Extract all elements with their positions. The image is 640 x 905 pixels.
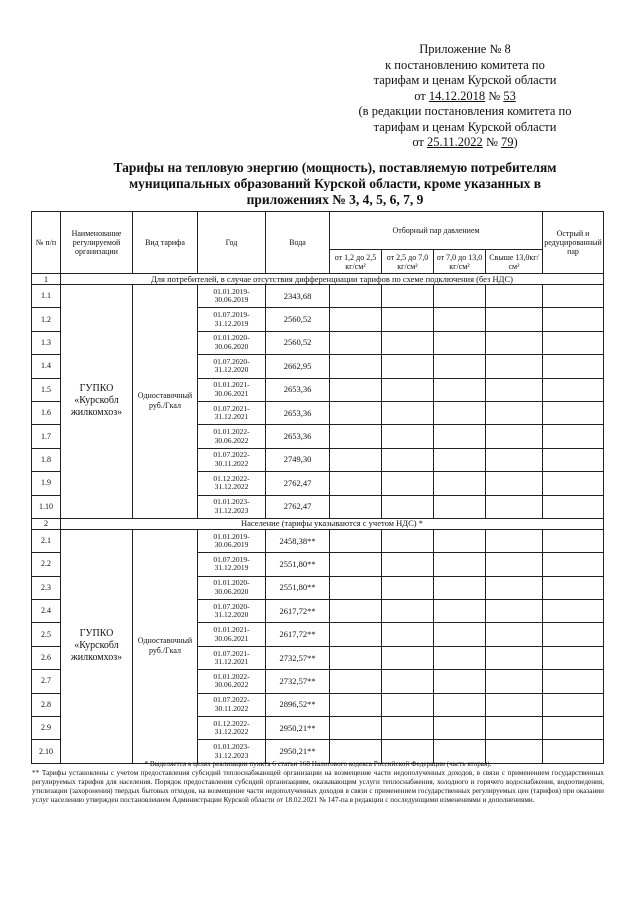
period: 01.07.2020-31.12.2020: [198, 600, 266, 623]
header-pressure-3: от 7,0 до 13,0 кг/см²: [434, 250, 486, 274]
empty-cell: [382, 495, 434, 518]
row-num: 2.9: [32, 717, 61, 740]
organization-name: ГУПКО «Курскобл жилкомхоз»: [61, 285, 133, 519]
appendix-date-line: от 14.12.2018 № 53: [414, 88, 516, 103]
empty-cell: [434, 600, 486, 623]
row-num: 2.4: [32, 600, 61, 623]
empty-cell: [382, 670, 434, 693]
empty-cell: [330, 576, 382, 599]
empty-cell: [330, 285, 382, 308]
water-tariff: 2551,80**: [266, 553, 330, 576]
water-tariff: 2653,36: [266, 378, 330, 401]
row-num: 2.10: [32, 740, 61, 763]
empty-cell: [486, 308, 543, 331]
empty-cell: [543, 576, 604, 599]
row-num: 1.6: [32, 401, 61, 424]
period: 01.07.2021-31.12.2021: [198, 401, 266, 424]
empty-cell: [543, 553, 604, 576]
row-num: 1.10: [32, 495, 61, 518]
empty-cell: [382, 576, 434, 599]
water-tariff: 2950,21**: [266, 740, 330, 763]
empty-cell: [434, 378, 486, 401]
empty-cell: [543, 600, 604, 623]
row-num: 1.8: [32, 448, 61, 471]
empty-cell: [330, 378, 382, 401]
empty-cell: [330, 308, 382, 331]
footnote-1: * Выделяется в целях реализации пункта 6 статьи 168 Налогового кодекса Российской Федерации (часть вторая).: [144, 760, 492, 768]
empty-cell: [543, 623, 604, 646]
resolution-date: 14.12.2018: [428, 88, 486, 103]
empty-cell: [382, 401, 434, 424]
empty-cell: [434, 355, 486, 378]
table-row: [32, 529, 604, 552]
header-pressure-1: от 1,2 до 2,5 кг/см²: [330, 250, 382, 274]
row-num: 2.2: [32, 553, 61, 576]
table-header-row: [32, 212, 604, 250]
empty-cell: [543, 529, 604, 552]
empty-cell: [330, 623, 382, 646]
row-num: 1.2: [32, 308, 61, 331]
revision-date-line: от 25.11.2022 № 79): [412, 135, 518, 149]
period: 01.12.2022-31.12.2022: [198, 717, 266, 740]
empty-cell: [543, 717, 604, 740]
row-num: 1.1: [32, 285, 61, 308]
tariff-type: Одноставочный руб./Гкал: [133, 529, 198, 763]
empty-cell: [382, 472, 434, 495]
empty-cell: [486, 623, 543, 646]
empty-cell: [486, 529, 543, 552]
empty-cell: [330, 425, 382, 448]
empty-cell: [434, 646, 486, 669]
empty-cell: [434, 425, 486, 448]
water-tariff: 2458,38**: [266, 529, 330, 552]
table-row: [32, 285, 604, 308]
period: 01.01.2020-30.06.2020: [198, 576, 266, 599]
footnotes: [32, 760, 604, 805]
header-pressure-4: Свыше 13,0кг/см²: [486, 250, 543, 274]
empty-cell: [330, 693, 382, 716]
period: 01.01.2019-30.06.2019: [198, 285, 266, 308]
water-tariff: 2762,47: [266, 495, 330, 518]
appendix-line: тарифам и ценам Курской области: [373, 73, 557, 87]
period: 01.07.2022-30.11.2022: [198, 693, 266, 716]
empty-cell: [543, 355, 604, 378]
appendix-number: Приложение № 8: [419, 42, 511, 56]
section-num: 2: [32, 518, 61, 529]
row-num: 2.8: [32, 693, 61, 716]
period: 01.07.2019-31.12.2019: [198, 553, 266, 576]
empty-cell: [330, 670, 382, 693]
period: 01.01.2020-30.06.2020: [198, 331, 266, 354]
empty-cell: [486, 472, 543, 495]
water-tariff: 2762,47: [266, 472, 330, 495]
empty-cell: [543, 308, 604, 331]
empty-cell: [486, 331, 543, 354]
empty-cell: [382, 646, 434, 669]
row-num: 2.3: [32, 576, 61, 599]
header-sharp-steam: Острый и редуцированный пар: [543, 212, 604, 274]
empty-cell: [330, 495, 382, 518]
empty-cell: [330, 529, 382, 552]
empty-cell: [486, 355, 543, 378]
empty-cell: [486, 600, 543, 623]
empty-cell: [486, 693, 543, 716]
empty-cell: [434, 472, 486, 495]
empty-cell: [434, 331, 486, 354]
water-tariff: 2560,52: [266, 331, 330, 354]
empty-cell: [486, 378, 543, 401]
empty-cell: [486, 425, 543, 448]
water-tariff: 2950,21**: [266, 717, 330, 740]
empty-cell: [330, 355, 382, 378]
period: 01.07.2019-31.12.2019: [198, 308, 266, 331]
water-tariff: 2560,52: [266, 308, 330, 331]
section-row: [32, 518, 604, 529]
header-num: № п/п: [32, 212, 61, 274]
empty-cell: [486, 448, 543, 471]
empty-cell: [486, 553, 543, 576]
empty-cell: [382, 355, 434, 378]
period: 01.01.2022-30.06.2022: [198, 670, 266, 693]
empty-cell: [434, 693, 486, 716]
revision-line: (в редакции постановления комитета по: [358, 104, 572, 118]
row-num: 1.9: [32, 472, 61, 495]
period: 01.07.2022-30.11.2022: [198, 448, 266, 471]
water-tariff: 2749,30: [266, 448, 330, 471]
empty-cell: [382, 448, 434, 471]
empty-cell: [382, 553, 434, 576]
water-tariff: 2653,36: [266, 425, 330, 448]
header-pressure-2: от 2,5 до 7,0 кг/см²: [382, 250, 434, 274]
empty-cell: [543, 425, 604, 448]
empty-cell: [434, 623, 486, 646]
tariff-table: [31, 211, 604, 764]
water-tariff: 2551,80**: [266, 576, 330, 599]
empty-cell: [434, 495, 486, 518]
empty-cell: [543, 378, 604, 401]
period: 01.01.2022-30.06.2022: [198, 425, 266, 448]
empty-cell: [434, 308, 486, 331]
water-tariff: 2732,57**: [266, 670, 330, 693]
empty-cell: [543, 646, 604, 669]
empty-cell: [434, 529, 486, 552]
empty-cell: [382, 378, 434, 401]
water-tariff: 2896,52**: [266, 693, 330, 716]
header-steam: Отборный пар давлением: [330, 212, 543, 250]
empty-cell: [486, 646, 543, 669]
empty-cell: [486, 670, 543, 693]
empty-cell: [543, 495, 604, 518]
section-num: 1: [32, 274, 61, 285]
empty-cell: [543, 472, 604, 495]
empty-cell: [382, 623, 434, 646]
empty-cell: [382, 529, 434, 552]
period: 01.07.2020-31.12.2020: [198, 355, 266, 378]
empty-cell: [434, 448, 486, 471]
row-num: 1.4: [32, 355, 61, 378]
empty-cell: [434, 401, 486, 424]
empty-cell: [330, 553, 382, 576]
empty-cell: [330, 600, 382, 623]
header-type: Вид тарифа: [133, 212, 198, 274]
row-num: 1.7: [32, 425, 61, 448]
empty-cell: [486, 285, 543, 308]
period: 01.01.2023-31.12.2023: [198, 495, 266, 518]
empty-cell: [543, 331, 604, 354]
resolution-number: 53: [503, 88, 516, 103]
water-tariff: 2653,36: [266, 401, 330, 424]
empty-cell: [543, 285, 604, 308]
revision-date: 25.11.2022: [427, 135, 483, 149]
empty-cell: [382, 308, 434, 331]
empty-cell: [330, 717, 382, 740]
empty-cell: [330, 448, 382, 471]
water-tariff: 2662,95: [266, 355, 330, 378]
water-tariff: 2732,57**: [266, 646, 330, 669]
empty-cell: [382, 425, 434, 448]
empty-cell: [330, 331, 382, 354]
organization-name: ГУПКО «Курскобл жилкомхоз»: [61, 529, 133, 763]
revision-number: 79: [501, 135, 514, 149]
empty-cell: [330, 401, 382, 424]
period: 01.07.2021-31.12.2021: [198, 646, 266, 669]
document-title: Тарифы на тепловую энергию (мощность), поставляемую потребителям муниципальных образований Курской области, кроме указанных в приложениях № 3, 4, 5, 6, 7, 9: [113, 160, 557, 207]
section-title: Для потребителей, в случае отсутствия дифференциации тарифов по схеме подключения (без НДС): [61, 274, 604, 285]
empty-cell: [434, 576, 486, 599]
water-tariff: 2617,72**: [266, 623, 330, 646]
empty-cell: [382, 331, 434, 354]
empty-cell: [486, 576, 543, 599]
appendix-line: к постановлению комитета по: [385, 57, 545, 72]
water-tariff: 2343,68: [266, 285, 330, 308]
row-num: 2.7: [32, 670, 61, 693]
empty-cell: [486, 401, 543, 424]
row-num: 2.5: [32, 623, 61, 646]
period: 01.12.2022-31.12.2022: [198, 472, 266, 495]
empty-cell: [382, 600, 434, 623]
row-num: 1.3: [32, 331, 61, 354]
empty-cell: [486, 495, 543, 518]
period: 01.01.2019-30.06.2019: [198, 529, 266, 552]
empty-cell: [330, 646, 382, 669]
empty-cell: [543, 401, 604, 424]
footnote-2: ** Тарифы установлены с учетом предоставления субсидий теплоснабжающей организации на возмещение части недополученных доходов, в связи с применением государственных регулируемых тарифов для населения. Порядок предоставления субсидий организациям, оказывающим услуги теплоснабжения, холодного и горячего водоснабжения, водоотведения, утилизации (захоронения) твердых бытовых отходов, на возмещение части недополученных доходов в связи с применением государственных регулируемых цен (тарифов) при оказании услуг населению утвержден постановлением Администрации Курской области от 18.02.2021 № 147-па в редакции с последующими изменениями и дополнениями.: [32, 769, 604, 804]
row-num: 1.5: [32, 378, 61, 401]
header-water: Вода: [266, 212, 330, 274]
empty-cell: [543, 670, 604, 693]
period: 01.01.2021-30.06.2021: [198, 623, 266, 646]
empty-cell: [382, 717, 434, 740]
empty-cell: [382, 693, 434, 716]
row-num: 2.1: [32, 529, 61, 552]
empty-cell: [434, 717, 486, 740]
section-title: Население (тарифы указываются с учетом НДС) *: [61, 518, 604, 529]
tariff-type: Одноставочный руб./Гкал: [133, 285, 198, 519]
section-row: [32, 274, 604, 285]
empty-cell: [330, 472, 382, 495]
row-num: 2.6: [32, 646, 61, 669]
header-org: Наименование регулируемой организации: [61, 212, 133, 274]
header-year: Год: [198, 212, 266, 274]
water-tariff: 2617,72**: [266, 600, 330, 623]
empty-cell: [434, 670, 486, 693]
period: 01.01.2021-30.06.2021: [198, 378, 266, 401]
empty-cell: [382, 285, 434, 308]
period: 01.01.2023-31.12.2023: [198, 740, 266, 763]
empty-cell: [434, 553, 486, 576]
appendix-header: [340, 42, 590, 151]
empty-cell: [543, 448, 604, 471]
empty-cell: [543, 693, 604, 716]
empty-cell: [434, 285, 486, 308]
empty-cell: [486, 717, 543, 740]
revision-line: тарифам и ценам Курской области: [373, 119, 557, 134]
